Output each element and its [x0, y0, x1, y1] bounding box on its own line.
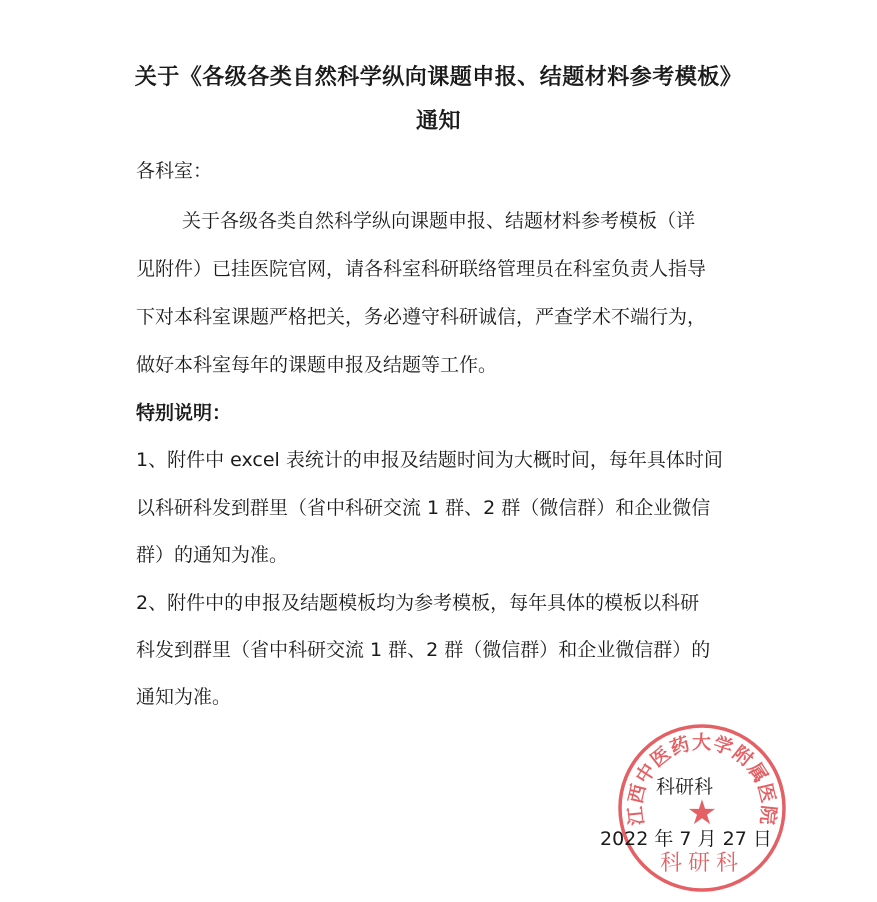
- special-notes-heading: 特别说明：: [136, 402, 232, 424]
- note-2-line: 2、附件中的申报及结题模板均为参考模板，每年具体的模板以科研: [136, 592, 700, 614]
- svg-text:江西中医药大学附属医院: 江西中医药大学附属医院: [624, 731, 780, 827]
- note-1-line: 以科研科发到群里（省中科研交流 1 群、2 群（微信群）和企业微信: [136, 497, 711, 519]
- note-2-line: 通知为准。: [136, 686, 232, 708]
- body-line: 见附件）已挂医院官网，请各科室科研联络管理员在科室负责人指导: [136, 258, 707, 280]
- body-line: 关于各级各类自然科学纵向课题申报、结题材料参考模板（详: [182, 210, 696, 232]
- salutation: 各科室：: [136, 160, 213, 182]
- note-1-line: 1、附件中 excel 表统计的申报及结题时间为大概时间，每年具体时间: [136, 449, 723, 471]
- note-1-line: 群）的通知为准。: [136, 544, 289, 566]
- signature-date: 2022 年 7 月 27 日: [600, 828, 772, 850]
- svg-text:科研科: 科研科: [659, 851, 745, 876]
- svg-text:★: ★: [686, 793, 718, 833]
- note-2-line: 科发到群里（省中科研交流 1 群、2 群（微信群）和企业微信群）的: [136, 639, 711, 661]
- signature-department: 科研科: [656, 776, 714, 798]
- official-seal-stamp: [614, 720, 790, 896]
- document-title-line-2: 通知: [415, 109, 461, 134]
- body-line: 做好本科室每年的课题申报及结题等工作。: [136, 354, 498, 376]
- document-title-line-1: 关于《各级各类自然科学纵向课题申报、结题材料参考模板》: [134, 65, 743, 90]
- body-line: 下对本科室课题严格把关，务必遵守科研诚信，严查学术不端行为，: [136, 306, 707, 328]
